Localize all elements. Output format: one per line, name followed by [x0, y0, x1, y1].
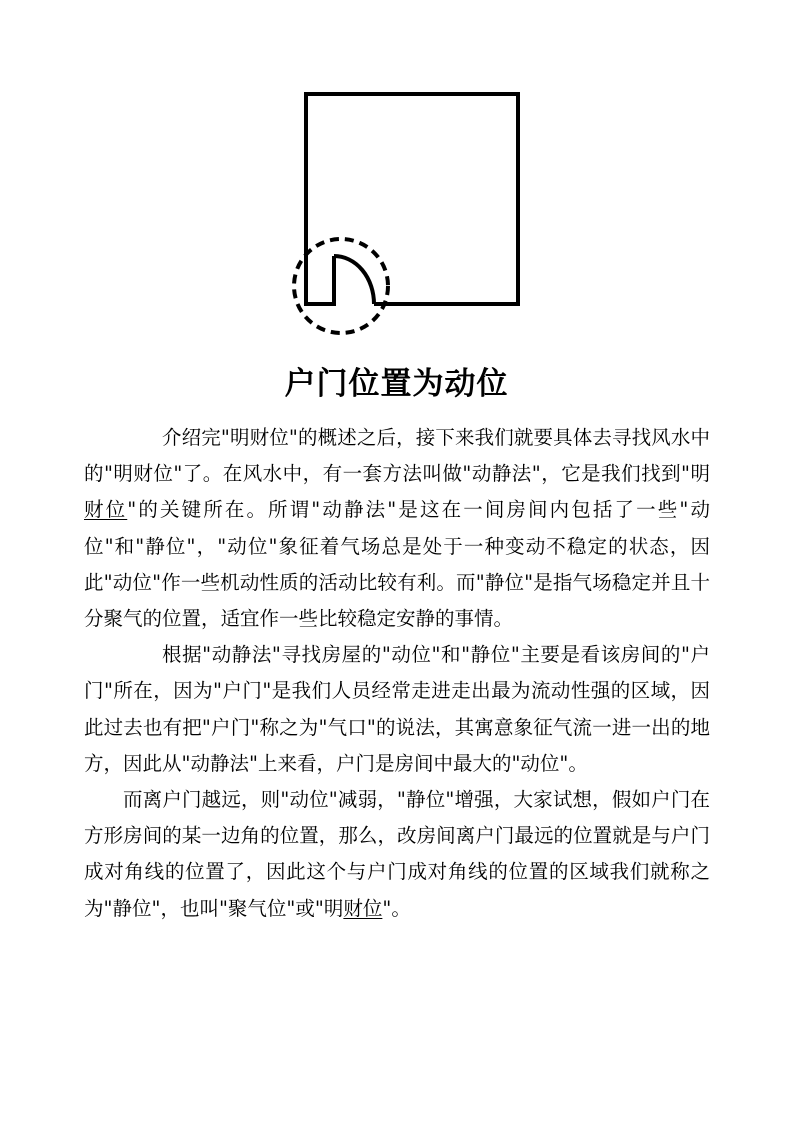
text-run: 而离户门越远，则"动位"减弱，"静位"增强，大家试想，假如户门在方形房间的某一边角的位置，那么，改房间离户门最远的位置就是与户门成对角线的位置了，因此这个与户门成对角线的位置的区域我们就称之为"静位"，也叫"聚气位"或"明: [84, 788, 710, 920]
underlined-term: 财位: [343, 896, 383, 920]
text-run: "。: [382, 896, 411, 920]
door-highlight-circle: [294, 239, 388, 333]
paragraph-2: [84, 637, 710, 782]
text-run: 根据"动静法"寻找房屋的"动位"和"静位"主要是看该房间的"户门"所在，因为"户门"是我们人员经常走进走出最为流动性强的区域，因此过去也有把"户门"称之为"气口"的说法，其寓意象征气流一进一出的地方，因此从"动静法"上来看，户门是房间中最大的"动位"。: [84, 643, 710, 775]
paragraph-1: [84, 420, 710, 637]
underlined-term: 财位: [84, 498, 128, 522]
section-title: 户门位置为动位: [284, 366, 509, 402]
room-outline: [306, 94, 518, 304]
room-door-diagram: [288, 88, 528, 338]
article-body: [84, 420, 710, 927]
text-run: 介绍完"明财位"的概述之后，接下来我们就要具体去寻找风水中的"明财位"了。在风水中，有一套方法叫做"动静法"，它是我们找到"明: [84, 426, 710, 486]
paragraph-3: [84, 782, 710, 927]
text-run: "的关键所在。所谓"动静法"是这在一间房间内包括了一些"动位"和"静位"，"动位"象征着气场总是处于一种变动不稳定的状态，因此"动位"作一些机动性质的活动比较有利。而"静位"是指气场稳定并且十分聚气的位置，适宜作一些比较稳定安静的事情。: [84, 498, 710, 631]
